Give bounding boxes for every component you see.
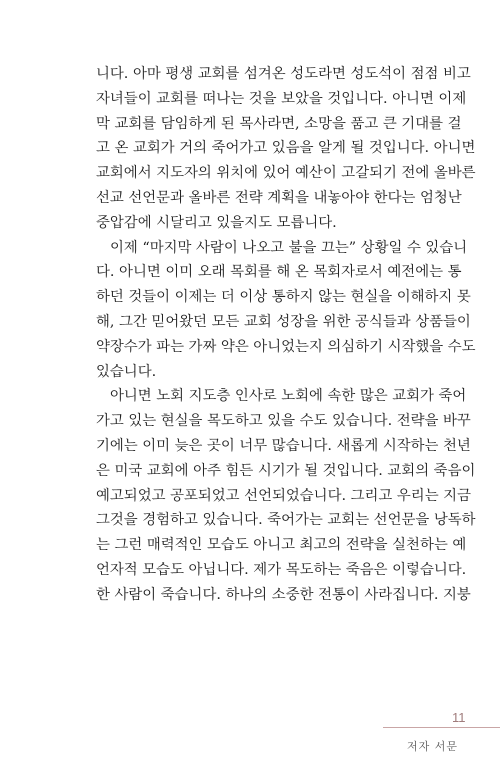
text-line: 해, 그간 믿어왔던 모든 교회 성장을 위한 공식들과 상품들이 [96,313,471,330]
text-line: 예고되었고 공포되었고 선언되었습니다. 그리고 우리는 지금 [96,487,471,504]
text-line: 이제 “마지막 사람이 나오고 불을 끄는” 상황일 수 있습니 [110,239,468,256]
text-line: 중압감에 시달리고 있을지도 모릅니다. [96,214,337,231]
text-line: 아니면 노회 지도층 인사로 노회에 속한 많은 교회가 죽어 [110,388,467,405]
text-line: 그것을 경험하고 있습니다. 죽어가는 교회는 선언문을 낭독하 [96,512,476,529]
text-line: 있습니다. [96,363,157,380]
text-line: 약장수가 파는 가짜 약은 아니었는지 의심하기 시작했을 수도 [96,338,476,355]
text-line: 한 사람이 죽습니다. 하나의 소중한 전통이 사라집니다. 지붕 [96,586,471,603]
text-line: 하던 것들이 이제는 더 이상 통하지 않는 현실을 이해하지 못 [96,289,471,306]
text-line: 교회에서 지도자의 위치에 있어 예산이 고갈되기 전에 올바른 [96,165,476,182]
text-line: 언자적 모습도 아닙니다. 제가 목도하는 죽음은 이렇습니다. [96,561,467,578]
page-number: 11 [452,710,466,725]
text-line: 기에는 이미 늦은 곳이 너무 많습니다. 새롭게 시작하는 천년 [96,437,471,454]
text-line: 자녀들이 교회를 떠나는 것을 보았을 것입니다. 아니면 이제 [96,90,467,107]
text-line: 고 온 교회가 거의 죽어가고 있음을 알게 될 것입니다. 아니면 [96,140,476,157]
text-line: 니다. 아마 평생 교회를 섬겨온 성도라면 성도석이 점점 비고 [96,66,471,82]
body-text [96,62,476,608]
text-line: 은 미국 교회에 아주 힘든 시기가 될 것입니다. 교회의 죽음이 [96,462,476,479]
text-line: 는 그런 매력적인 모습도 아니고 최고의 전략을 실천하는 예 [96,537,467,554]
page-footer [0,710,500,770]
text-line: 선교 선언문과 올바른 전략 계획을 내놓아야 한다는 엄청난 [96,189,462,206]
text-line: 다. 아니면 이미 오래 목회를 해 온 목회자로서 예전에는 통 [96,264,462,281]
running-footer-title: 저자 서문 [407,740,459,753]
text-line: 가고 있는 현실을 목도하고 있을 수도 있습니다. 전략을 바꾸 [96,413,471,430]
text-line: 막 교회를 담임하게 된 목사라면, 소망을 품고 큰 기대를 걸 [96,115,462,132]
footer-divider [383,727,500,728]
